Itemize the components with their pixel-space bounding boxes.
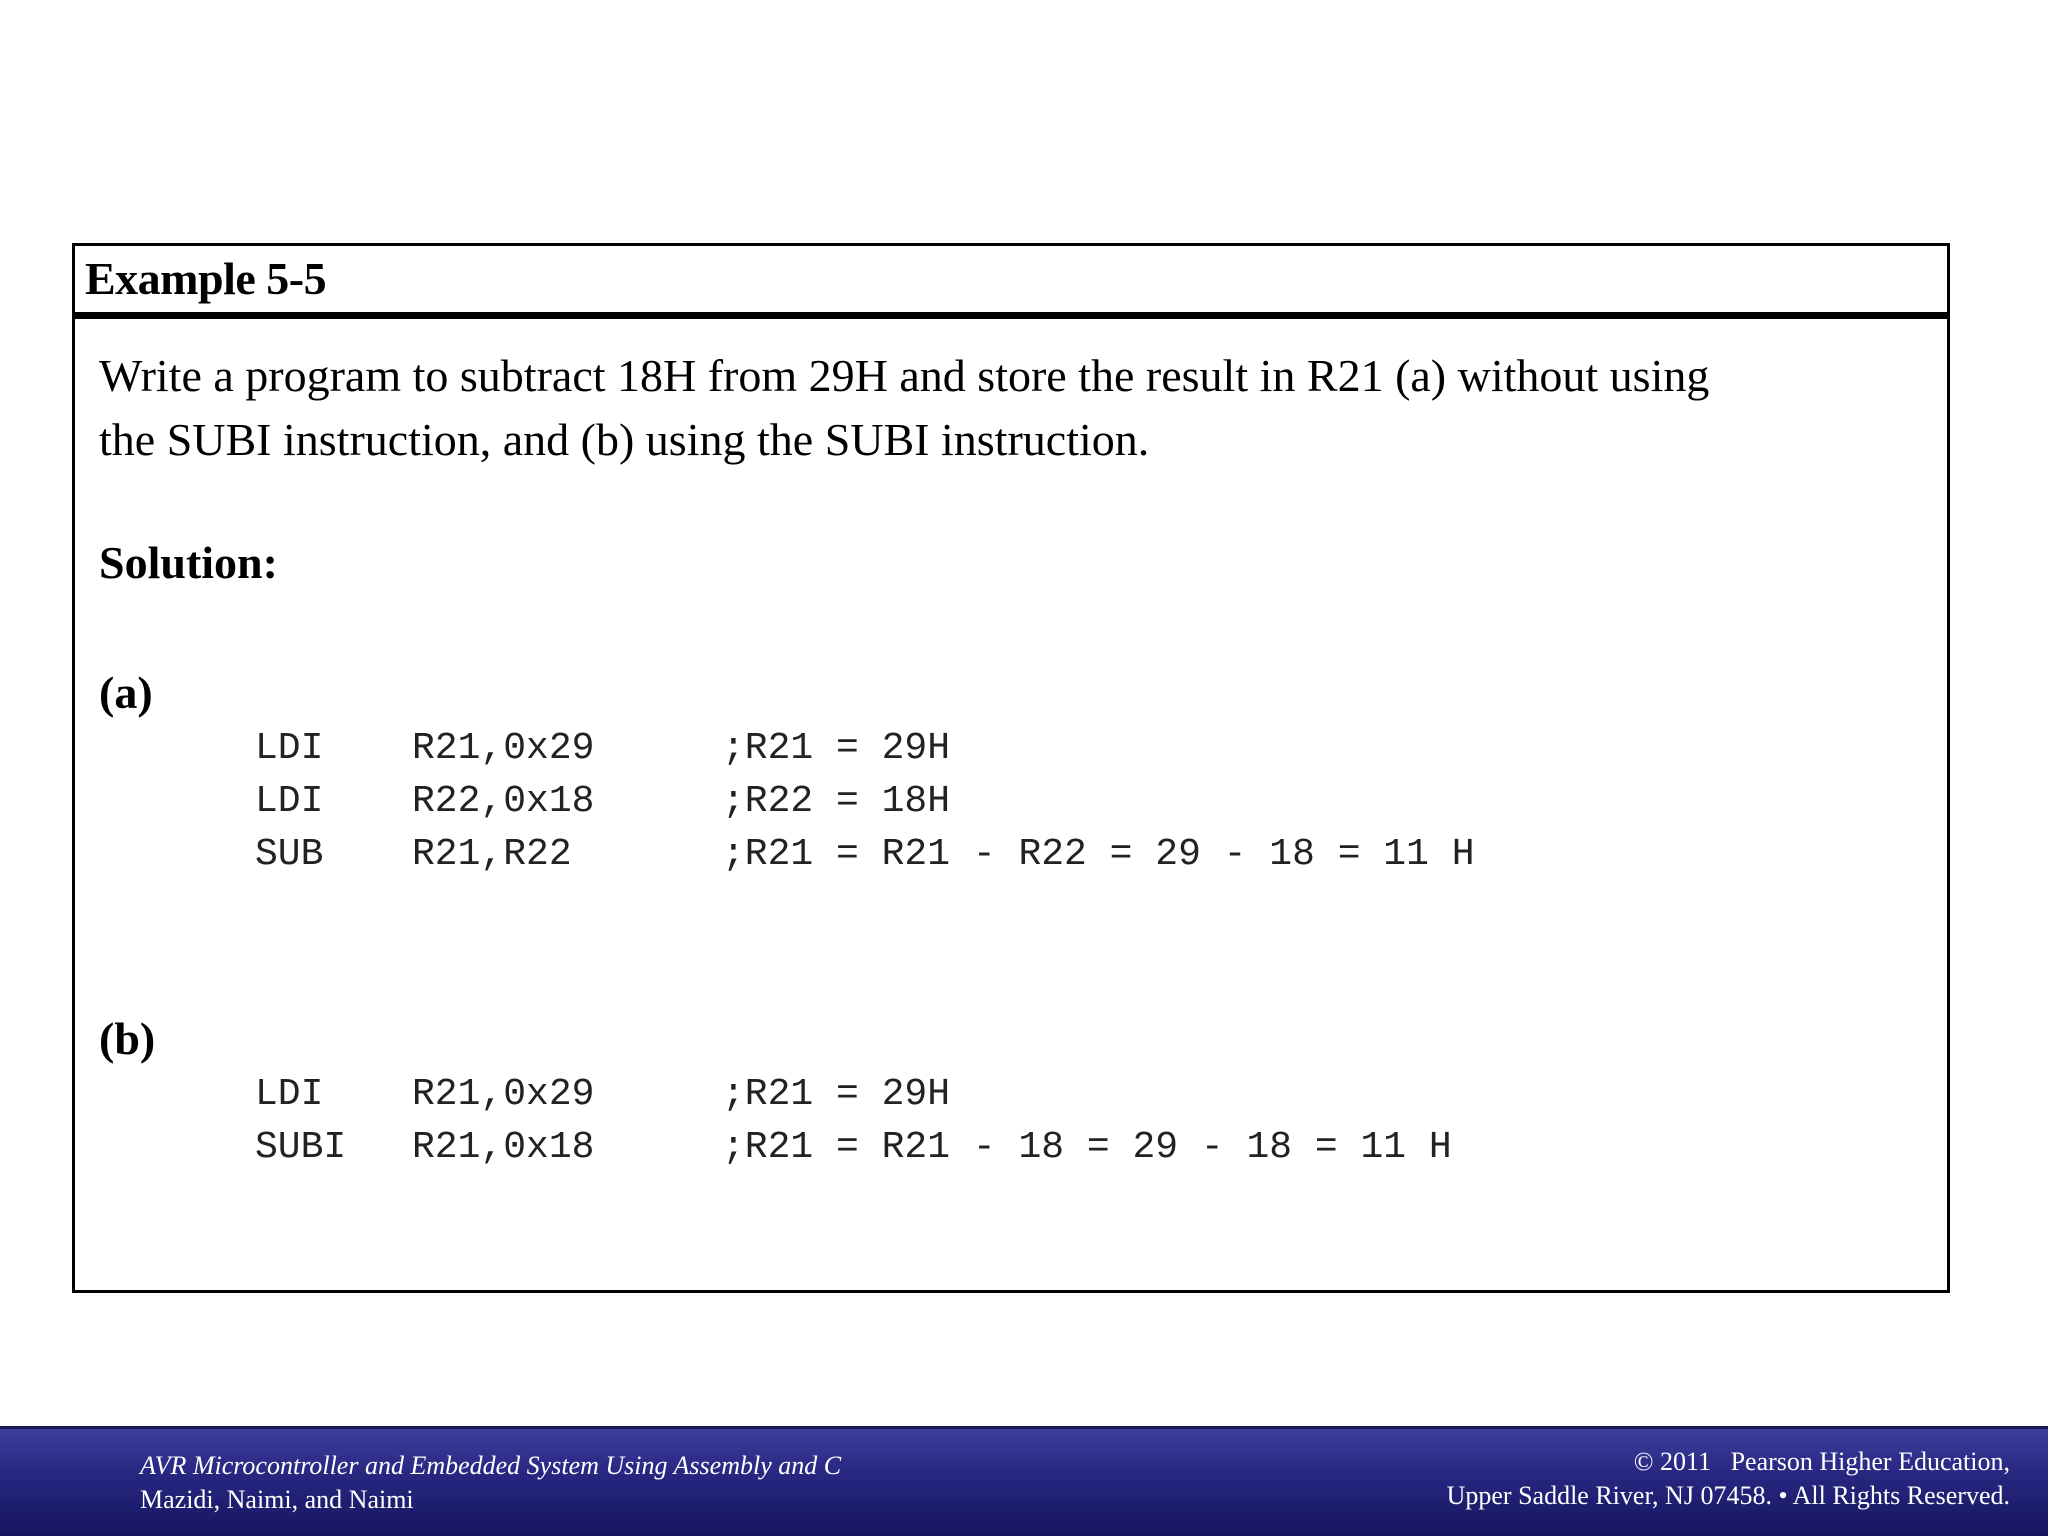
code-opcode: LDI bbox=[255, 727, 324, 770]
code-operands: R21,0x18 bbox=[412, 1126, 595, 1169]
code-operands: R21,0x29 bbox=[412, 727, 595, 770]
code-operands: R21,R22 bbox=[412, 833, 572, 876]
code-comment: ;R21 = 29H bbox=[722, 727, 951, 770]
example-header bbox=[75, 246, 1947, 319]
code-comment: ;R21 = 29H bbox=[722, 1073, 951, 1116]
problem-line: the SUBI instruction, and (b) using the SUBI instruction. bbox=[99, 414, 1150, 465]
code-opcode: SUBI bbox=[255, 1126, 347, 1169]
example-box bbox=[72, 243, 1950, 1293]
part-a-label: (a) bbox=[99, 667, 153, 718]
problem-line: Write a program to subtract 18H from 29H and store the result in R21 (a) without using bbox=[99, 350, 1710, 401]
slide-footer bbox=[0, 1426, 2048, 1536]
code-opcode: SUB bbox=[255, 833, 324, 876]
code-comment: ;R21 = R21 - R22 = 29 - 18 = 11 H bbox=[722, 833, 1475, 876]
footer-copyright bbox=[1447, 1445, 2010, 1513]
code-operands: R21,0x29 bbox=[412, 1073, 595, 1116]
book-title: AVR Microcontroller and Embedded System Using Assembly and C bbox=[140, 1451, 842, 1480]
book-authors: Mazidi, Naimi, and Naimi bbox=[140, 1485, 414, 1514]
code-opcode: LDI bbox=[255, 1073, 324, 1116]
footer-citation bbox=[140, 1449, 841, 1517]
code-operands: R22,0x18 bbox=[412, 780, 595, 823]
copyright-line: Upper Saddle River, NJ 07458. • All Rights Reserved. bbox=[1446, 1481, 2010, 1510]
problem-statement bbox=[99, 344, 1929, 472]
code-comment: ;R21 = R21 - 18 = 29 - 18 = 11 H bbox=[722, 1126, 1452, 1169]
code-comment: ;R22 = 18H bbox=[722, 780, 951, 823]
example-title: Example 5-5 bbox=[85, 253, 327, 304]
code-opcode: LDI bbox=[255, 780, 324, 823]
copyright-line: © 2011 Pearson Higher Education, bbox=[1633, 1447, 2010, 1476]
solution-heading: Solution: bbox=[99, 537, 278, 588]
part-b-label: (b) bbox=[99, 1013, 156, 1064]
